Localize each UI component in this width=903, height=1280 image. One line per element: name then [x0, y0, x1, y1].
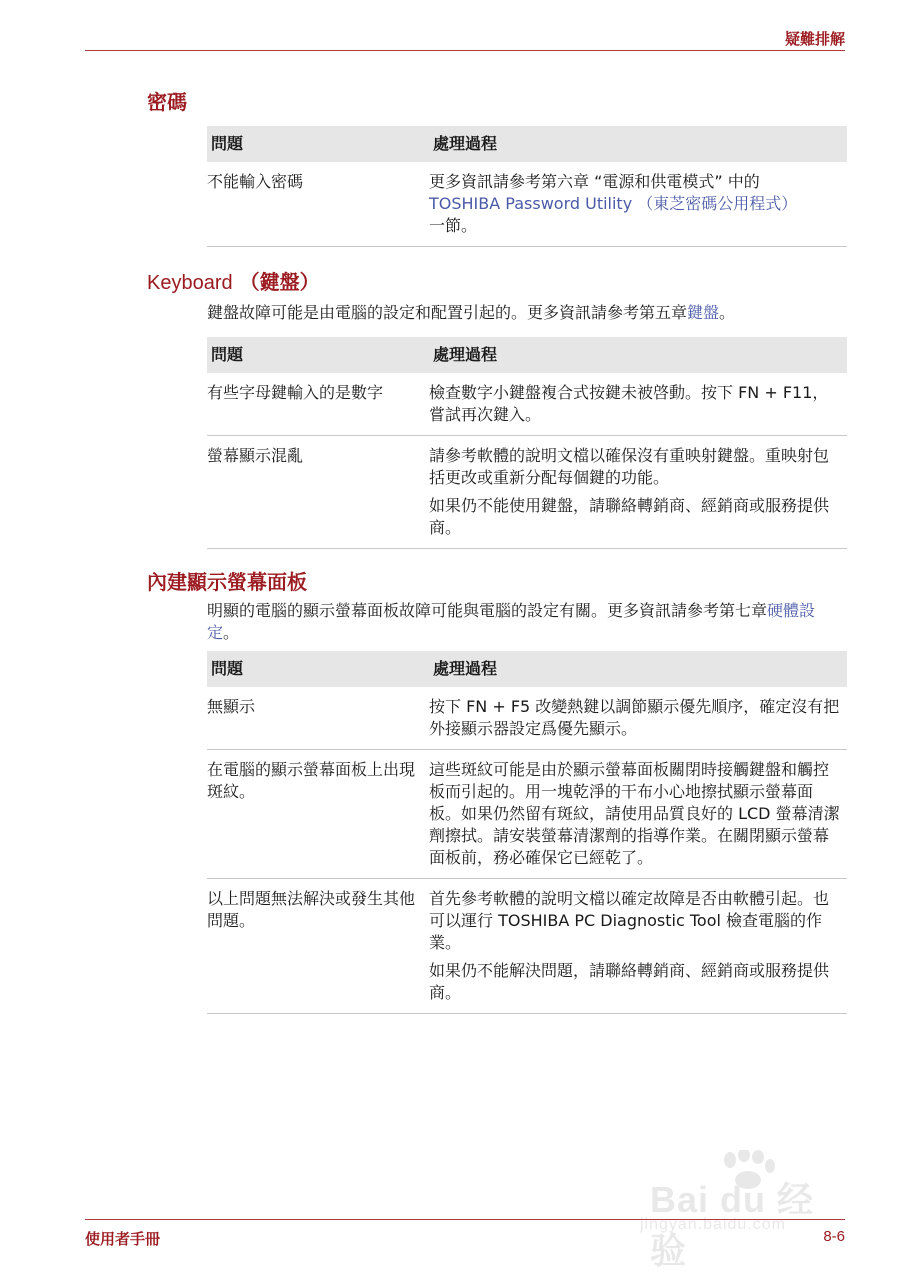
- display-table: [207, 651, 847, 1014]
- table-header-row: [207, 337, 847, 373]
- watermark-url: jingyan.baidu.com: [640, 1216, 786, 1233]
- keyboard-chapter-link[interactable]: 鍵盤: [687, 303, 720, 322]
- column-header-problem: 問題: [207, 126, 429, 162]
- column-header-solution: 處理過程: [429, 337, 847, 373]
- problem-cell: 不能輸入密碼: [207, 162, 429, 247]
- solution-cell: 按下 FN + F5 改變熱鍵以調節顯示優先順序，確定沒有把外接顯示器設定爲優先顯示。: [429, 687, 847, 750]
- solution-cell: [429, 162, 847, 247]
- keyboard-table: [207, 337, 847, 549]
- footer-rule: [85, 1219, 845, 1220]
- table-header-row: [207, 651, 847, 687]
- keyboard-intro: [207, 302, 847, 324]
- intro-end: 。: [223, 623, 240, 642]
- solution-cell: [429, 436, 847, 549]
- solution-cell: [429, 879, 847, 1014]
- problem-cell: 無顯示: [207, 687, 429, 750]
- password-table: [207, 126, 847, 247]
- section-heading-keyboard: [147, 266, 320, 295]
- problem-cell: 有些字母鍵輸入的是數字: [207, 373, 429, 436]
- solution-paragraph: 首先參考軟體的說明文檔以確定故障是否由軟體引起。也可以運行 TOSHIBA PC Diagnostic Tool 檢查電腦的作業。: [429, 889, 830, 952]
- solution-text: 更多資訊請參考第六章 “電源和供電模式” 中的: [429, 172, 760, 191]
- column-header-solution: 處理過程: [429, 651, 847, 687]
- intro-end: 。: [719, 303, 736, 322]
- column-header-problem: 問題: [207, 337, 429, 373]
- solution-paragraph: 如果仍不能解決問題，請聯絡轉銷商、經銷商或服務提供商。: [429, 961, 830, 1002]
- solution-text-end: 一節。: [429, 216, 478, 235]
- solution-paragraph: 請參考軟體的說明文檔以確保沒有重映射鍵盤。重映射包括更改或重新分配每個鍵的功能。: [429, 446, 830, 487]
- baidu-watermark: [640, 1150, 850, 1271]
- table-row: [207, 750, 847, 879]
- table-row: [207, 436, 847, 549]
- column-header-solution: 處理過程: [429, 126, 847, 162]
- table-row: [207, 162, 847, 247]
- solution-cell: 檢查數字小鍵盤複合式按鍵未被啓動。按下 FN + F11，嘗試再次鍵入。: [429, 373, 847, 436]
- problem-cell: 以上問題無法解決或發生其他問題。: [207, 879, 429, 1014]
- table-row: [207, 373, 847, 436]
- solution-paragraph: 如果仍不能使用鍵盤，請聯絡轉銷商、經銷商或服務提供商。: [429, 496, 830, 537]
- header-rule: [85, 50, 845, 51]
- hardware-setup-link[interactable]: 硬體設定: [207, 601, 816, 642]
- heading-keyboard-en: Keyboard: [147, 272, 233, 294]
- problem-cell: 螢幕顯示混亂: [207, 436, 429, 549]
- table-header-row: [207, 126, 847, 162]
- intro-text: 鍵盤故障可能是由電腦的設定和配置引起的。更多資訊請參考第五章: [207, 303, 688, 322]
- page-number: 8-6: [823, 1228, 845, 1245]
- footer-manual-title: 使用者手冊: [85, 1230, 161, 1248]
- table-row: [207, 687, 847, 750]
- section-heading-display: 內建顯示螢幕面板: [147, 570, 307, 594]
- column-header-problem: 問題: [207, 651, 429, 687]
- heading-keyboard-zh: （鍵盤）: [239, 270, 320, 294]
- table-row: [207, 879, 847, 1014]
- password-utility-link[interactable]: TOSHIBA Password Utility （東芝密碼公用程式）: [429, 194, 798, 213]
- solution-cell: 這些斑紋可能是由於顯示螢幕面板關閉時接觸鍵盤和觸控板而引起的。用一塊乾淨的干布小心地擦拭顯示螢幕面板。如果仍然留有斑紋，請使用品質良好的 LCD 螢幕清潔劑擦拭。請安裝螢幕清潔劑的指導作業。在關閉顯示螢幕面板前，務必確保它已經乾了。: [429, 750, 847, 879]
- watermark-logo-text: Bai du 经验: [650, 1179, 815, 1271]
- display-intro: [207, 600, 847, 644]
- section-heading-password: 密碼: [147, 90, 187, 114]
- problem-cell: 在電腦的顯示螢幕面板上出現斑紋。: [207, 750, 429, 879]
- intro-text: 明顯的電腦的顯示螢幕面板故障可能與電腦的設定有關。更多資訊請參考第七章: [207, 601, 768, 620]
- header-title: 疑難排解: [784, 30, 845, 48]
